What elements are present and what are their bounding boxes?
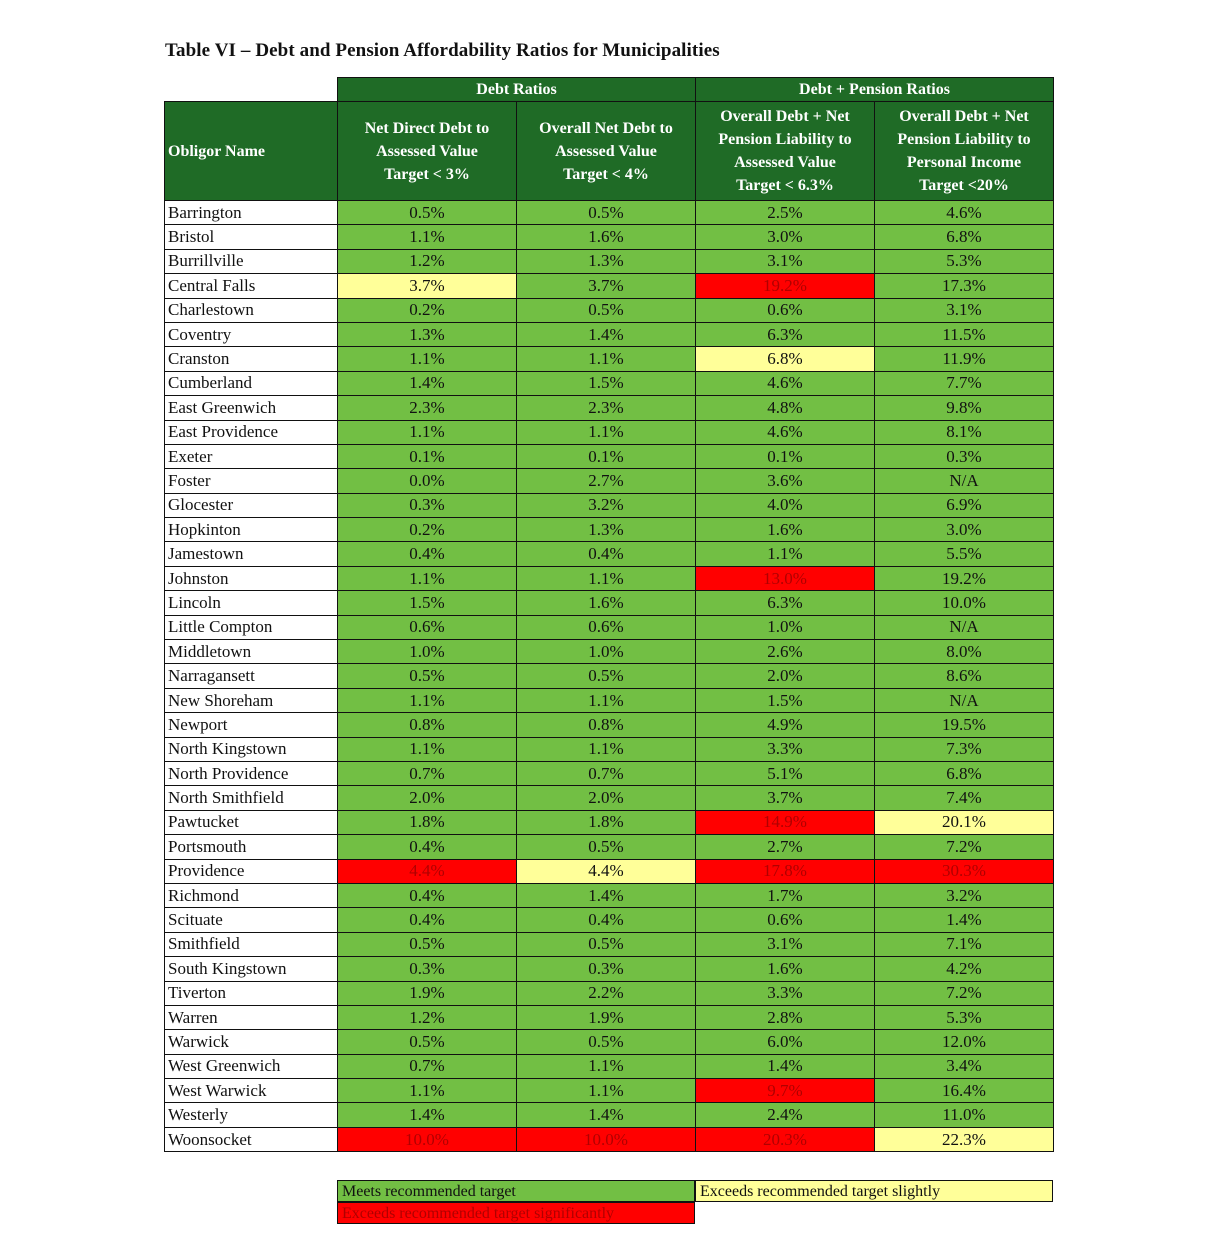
debt-pension-income-cell: 3.0% bbox=[875, 518, 1054, 542]
net-direct-debt-cell: 10.0% bbox=[338, 1127, 517, 1151]
net-direct-debt-cell: 0.4% bbox=[338, 542, 517, 566]
net-direct-debt-cell: 0.7% bbox=[338, 1054, 517, 1078]
table-row bbox=[165, 810, 1054, 834]
debt-pension-income-cell: 6.8% bbox=[875, 225, 1054, 249]
debt-pension-income-cell: 7.2% bbox=[875, 835, 1054, 859]
debt-pension-income-cell: 3.4% bbox=[875, 1054, 1054, 1078]
column-header-net-direct-debt bbox=[338, 102, 517, 201]
net-direct-debt-cell: 1.1% bbox=[338, 737, 517, 761]
net-direct-debt-cell: 0.2% bbox=[338, 298, 517, 322]
debt-pension-income-cell: 4.2% bbox=[875, 957, 1054, 981]
obligor-name-cell: Charlestown bbox=[165, 298, 338, 322]
obligor-name-cell: Bristol bbox=[165, 225, 338, 249]
obligor-name-cell: Pawtucket bbox=[165, 810, 338, 834]
debt-pension-income-cell: 30.3% bbox=[875, 859, 1054, 883]
overall-net-debt-cell: 1.1% bbox=[517, 347, 696, 371]
debt-pension-assessed-cell: 1.0% bbox=[696, 615, 875, 639]
debt-pension-assessed-cell: 19.2% bbox=[696, 274, 875, 298]
debt-pension-assessed-cell: 13.0% bbox=[696, 566, 875, 590]
overall-net-debt-cell: 3.7% bbox=[517, 274, 696, 298]
table-row bbox=[165, 420, 1054, 444]
table-row bbox=[165, 640, 1054, 664]
net-direct-debt-cell: 0.0% bbox=[338, 469, 517, 493]
column-header-line: Assessed Value bbox=[734, 154, 836, 171]
table-row bbox=[165, 615, 1054, 639]
obligor-name-cell: Glocester bbox=[165, 493, 338, 517]
net-direct-debt-cell: 1.8% bbox=[338, 810, 517, 834]
debt-pension-assessed-cell: 0.1% bbox=[696, 444, 875, 468]
group-header-row bbox=[165, 78, 1054, 102]
obligor-name-cell: Coventry bbox=[165, 322, 338, 346]
column-header-overall-net-debt bbox=[517, 102, 696, 201]
net-direct-debt-cell: 1.3% bbox=[338, 322, 517, 346]
obligor-name-cell: Cranston bbox=[165, 347, 338, 371]
table-row bbox=[165, 664, 1054, 688]
overall-net-debt-cell: 1.6% bbox=[517, 225, 696, 249]
overall-net-debt-cell: 1.1% bbox=[517, 1054, 696, 1078]
debt-pension-income-cell: 8.6% bbox=[875, 664, 1054, 688]
obligor-name-cell: North Kingstown bbox=[165, 737, 338, 761]
obligor-name-cell: Middletown bbox=[165, 640, 338, 664]
debt-pension-assessed-cell: 3.0% bbox=[696, 225, 875, 249]
net-direct-debt-cell: 0.5% bbox=[338, 1030, 517, 1054]
table-row bbox=[165, 957, 1054, 981]
debt-pension-income-cell: 7.1% bbox=[875, 932, 1054, 956]
debt-pension-assessed-cell: 3.3% bbox=[696, 737, 875, 761]
table-row bbox=[165, 981, 1054, 1005]
overall-net-debt-cell: 2.2% bbox=[517, 981, 696, 1005]
net-direct-debt-cell: 0.4% bbox=[338, 835, 517, 859]
debt-pension-assessed-cell: 2.7% bbox=[696, 835, 875, 859]
debt-pension-assessed-cell: 20.3% bbox=[696, 1127, 875, 1151]
table-row bbox=[165, 932, 1054, 956]
table-row bbox=[165, 1005, 1054, 1029]
table-row bbox=[165, 713, 1054, 737]
table-row bbox=[165, 298, 1054, 322]
debt-pension-income-cell: 7.7% bbox=[875, 371, 1054, 395]
group-header-pension: Debt + Pension Ratios bbox=[696, 78, 1054, 102]
debt-pension-assessed-cell: 1.5% bbox=[696, 688, 875, 712]
debt-pension-assessed-cell: 1.4% bbox=[696, 1054, 875, 1078]
overall-net-debt-cell: 0.4% bbox=[517, 542, 696, 566]
debt-pension-assessed-cell: 4.8% bbox=[696, 396, 875, 420]
net-direct-debt-cell: 0.2% bbox=[338, 518, 517, 542]
overall-net-debt-cell: 0.1% bbox=[517, 444, 696, 468]
obligor-name-cell: Lincoln bbox=[165, 591, 338, 615]
overall-net-debt-cell: 0.7% bbox=[517, 761, 696, 785]
obligor-name-cell: Narragansett bbox=[165, 664, 338, 688]
overall-net-debt-cell: 0.5% bbox=[517, 932, 696, 956]
table-row bbox=[165, 249, 1054, 273]
table-row bbox=[165, 859, 1054, 883]
obligor-name-cell: Scituate bbox=[165, 908, 338, 932]
net-direct-debt-cell: 0.5% bbox=[338, 932, 517, 956]
debt-pension-assessed-cell: 2.8% bbox=[696, 1005, 875, 1029]
column-header-line: Overall Debt + Net bbox=[720, 108, 850, 125]
overall-net-debt-cell: 2.0% bbox=[517, 786, 696, 810]
net-direct-debt-cell: 2.3% bbox=[338, 396, 517, 420]
net-direct-debt-cell: 0.7% bbox=[338, 761, 517, 785]
column-header-line: Assessed Value bbox=[555, 142, 657, 160]
net-direct-debt-cell: 0.4% bbox=[338, 883, 517, 907]
overall-net-debt-cell: 1.9% bbox=[517, 1005, 696, 1029]
debt-pension-assessed-cell: 3.6% bbox=[696, 469, 875, 493]
net-direct-debt-cell: 0.8% bbox=[338, 713, 517, 737]
net-direct-debt-cell: 2.0% bbox=[338, 786, 517, 810]
debt-pension-assessed-cell: 4.6% bbox=[696, 371, 875, 395]
obligor-name-cell: Burrillville bbox=[165, 249, 338, 273]
net-direct-debt-cell: 3.7% bbox=[338, 274, 517, 298]
net-direct-debt-cell: 1.9% bbox=[338, 981, 517, 1005]
column-header-line: Target < 3% bbox=[384, 165, 470, 183]
overall-net-debt-cell: 0.5% bbox=[517, 664, 696, 688]
table-row bbox=[165, 1103, 1054, 1127]
debt-pension-assessed-cell: 6.0% bbox=[696, 1030, 875, 1054]
column-header-line: Target < 6.3% bbox=[736, 177, 834, 194]
net-direct-debt-cell: 1.1% bbox=[338, 225, 517, 249]
table-row bbox=[165, 518, 1054, 542]
table-row bbox=[165, 761, 1054, 785]
net-direct-debt-cell: 1.4% bbox=[338, 1103, 517, 1127]
obligor-name-cell: West Warwick bbox=[165, 1079, 338, 1103]
table-row bbox=[165, 201, 1054, 225]
overall-net-debt-cell: 0.5% bbox=[517, 298, 696, 322]
debt-pension-income-cell: 5.3% bbox=[875, 1005, 1054, 1029]
debt-pension-assessed-cell: 1.6% bbox=[696, 957, 875, 981]
table-row bbox=[165, 469, 1054, 493]
overall-net-debt-cell: 10.0% bbox=[517, 1127, 696, 1151]
column-header-row bbox=[165, 102, 1054, 201]
obligor-name-cell: East Greenwich bbox=[165, 396, 338, 420]
table-row bbox=[165, 688, 1054, 712]
net-direct-debt-cell: 0.1% bbox=[338, 444, 517, 468]
table-title: Table VI – Debt and Pension Affordability Ratios for Municipalities bbox=[165, 40, 720, 61]
obligor-name-cell: South Kingstown bbox=[165, 957, 338, 981]
obligor-name-cell: Jamestown bbox=[165, 542, 338, 566]
table-row bbox=[165, 542, 1054, 566]
net-direct-debt-cell: 4.4% bbox=[338, 859, 517, 883]
column-header-line: Pension Liability to bbox=[897, 131, 1031, 148]
overall-net-debt-cell: 1.1% bbox=[517, 737, 696, 761]
obligor-name-cell: Central Falls bbox=[165, 274, 338, 298]
overall-net-debt-cell: 1.3% bbox=[517, 249, 696, 273]
debt-pension-income-cell: 5.5% bbox=[875, 542, 1054, 566]
debt-pension-income-cell: 19.5% bbox=[875, 713, 1054, 737]
debt-pension-assessed-cell: 2.4% bbox=[696, 1103, 875, 1127]
overall-net-debt-cell: 0.5% bbox=[517, 835, 696, 859]
overall-net-debt-cell: 4.4% bbox=[517, 859, 696, 883]
table-row bbox=[165, 1079, 1054, 1103]
table-row bbox=[165, 737, 1054, 761]
obligor-name-cell: Foster bbox=[165, 469, 338, 493]
table-row bbox=[165, 883, 1054, 907]
debt-pension-income-cell: 20.1% bbox=[875, 810, 1054, 834]
obligor-name-cell: Richmond bbox=[165, 883, 338, 907]
net-direct-debt-cell: 1.2% bbox=[338, 249, 517, 273]
overall-net-debt-cell: 0.8% bbox=[517, 713, 696, 737]
overall-net-debt-cell: 1.0% bbox=[517, 640, 696, 664]
overall-net-debt-cell: 2.7% bbox=[517, 469, 696, 493]
overall-net-debt-cell: 1.1% bbox=[517, 688, 696, 712]
table-row bbox=[165, 493, 1054, 517]
debt-pension-income-cell: 5.3% bbox=[875, 249, 1054, 273]
debt-pension-assessed-cell: 2.5% bbox=[696, 201, 875, 225]
group-header-blank bbox=[165, 78, 338, 102]
obligor-name-cell: Smithfield bbox=[165, 932, 338, 956]
debt-pension-income-cell: 6.9% bbox=[875, 493, 1054, 517]
legend-exceeds-slightly: Exceeds recommended target slightly bbox=[695, 1180, 1053, 1202]
overall-net-debt-cell: 0.3% bbox=[517, 957, 696, 981]
debt-pension-income-cell: 19.2% bbox=[875, 566, 1054, 590]
debt-pension-income-cell: 11.9% bbox=[875, 347, 1054, 371]
debt-pension-income-cell: 22.3% bbox=[875, 1127, 1054, 1151]
debt-pension-assessed-cell: 4.6% bbox=[696, 420, 875, 444]
debt-pension-assessed-cell: 6.8% bbox=[696, 347, 875, 371]
debt-pension-income-cell: 12.0% bbox=[875, 1030, 1054, 1054]
debt-pension-assessed-cell: 1.1% bbox=[696, 542, 875, 566]
debt-pension-assessed-cell: 0.6% bbox=[696, 298, 875, 322]
obligor-name-cell: East Providence bbox=[165, 420, 338, 444]
debt-pension-income-cell: 17.3% bbox=[875, 274, 1054, 298]
obligor-name-cell: Barrington bbox=[165, 201, 338, 225]
obligor-name-cell: Johnston bbox=[165, 566, 338, 590]
obligor-name-cell: Little Compton bbox=[165, 615, 338, 639]
debt-pension-income-cell: 3.2% bbox=[875, 883, 1054, 907]
affordability-table bbox=[164, 77, 1054, 1152]
obligor-name-cell: Warwick bbox=[165, 1030, 338, 1054]
debt-pension-income-cell: 11.5% bbox=[875, 322, 1054, 346]
net-direct-debt-cell: 1.4% bbox=[338, 371, 517, 395]
net-direct-debt-cell: 1.1% bbox=[338, 1079, 517, 1103]
obligor-name-cell: North Smithfield bbox=[165, 786, 338, 810]
debt-pension-assessed-cell: 17.8% bbox=[696, 859, 875, 883]
net-direct-debt-cell: 0.6% bbox=[338, 615, 517, 639]
debt-pension-assessed-cell: 2.6% bbox=[696, 640, 875, 664]
overall-net-debt-cell: 1.4% bbox=[517, 322, 696, 346]
obligor-name-cell: Exeter bbox=[165, 444, 338, 468]
overall-net-debt-cell: 1.8% bbox=[517, 810, 696, 834]
column-header-obligor-name: Obligor Name bbox=[165, 102, 338, 201]
debt-pension-assessed-cell: 1.6% bbox=[696, 518, 875, 542]
table-row bbox=[165, 371, 1054, 395]
table-row bbox=[165, 1054, 1054, 1078]
debt-pension-income-cell: 10.0% bbox=[875, 591, 1054, 615]
obligor-name-cell: Westerly bbox=[165, 1103, 338, 1127]
overall-net-debt-cell: 1.4% bbox=[517, 883, 696, 907]
overall-net-debt-cell: 1.3% bbox=[517, 518, 696, 542]
table-row bbox=[165, 908, 1054, 932]
debt-pension-assessed-cell: 0.6% bbox=[696, 908, 875, 932]
debt-pension-assessed-cell: 5.1% bbox=[696, 761, 875, 785]
debt-pension-assessed-cell: 6.3% bbox=[696, 322, 875, 346]
overall-net-debt-cell: 0.5% bbox=[517, 1030, 696, 1054]
group-header-debt: Debt Ratios bbox=[338, 78, 696, 102]
debt-pension-income-cell: 8.1% bbox=[875, 420, 1054, 444]
legend-exceeds-significantly: Exceeds recommended target significantly bbox=[337, 1202, 695, 1224]
column-header-line: Net Direct Debt to bbox=[364, 119, 490, 137]
debt-pension-income-cell: 16.4% bbox=[875, 1079, 1054, 1103]
table-body bbox=[165, 201, 1054, 1152]
overall-net-debt-cell: 0.4% bbox=[517, 908, 696, 932]
table-row bbox=[165, 1030, 1054, 1054]
table-row bbox=[165, 396, 1054, 420]
obligor-name-cell: Tiverton bbox=[165, 981, 338, 1005]
debt-pension-income-cell: 7.2% bbox=[875, 981, 1054, 1005]
net-direct-debt-cell: 1.2% bbox=[338, 1005, 517, 1029]
debt-pension-income-cell: 11.0% bbox=[875, 1103, 1054, 1127]
obligor-name-cell: Providence bbox=[165, 859, 338, 883]
table-row bbox=[165, 444, 1054, 468]
table-row bbox=[165, 566, 1054, 590]
debt-pension-assessed-cell: 4.9% bbox=[696, 713, 875, 737]
debt-pension-income-cell: 1.4% bbox=[875, 908, 1054, 932]
legend-meets-target: Meets recommended target bbox=[337, 1180, 695, 1202]
debt-pension-income-cell: N/A bbox=[875, 615, 1054, 639]
table-row bbox=[165, 274, 1054, 298]
obligor-name-cell: Hopkinton bbox=[165, 518, 338, 542]
obligor-name-cell: West Greenwich bbox=[165, 1054, 338, 1078]
debt-pension-income-cell: 3.1% bbox=[875, 298, 1054, 322]
debt-pension-assessed-cell: 9.7% bbox=[696, 1079, 875, 1103]
debt-pension-assessed-cell: 3.1% bbox=[696, 249, 875, 273]
column-header-line: Pension Liability to bbox=[718, 131, 852, 148]
table-row bbox=[165, 591, 1054, 615]
table-row bbox=[165, 347, 1054, 371]
debt-pension-assessed-cell: 3.7% bbox=[696, 786, 875, 810]
overall-net-debt-cell: 3.2% bbox=[517, 493, 696, 517]
column-header-line: Target <20% bbox=[919, 177, 1009, 194]
obligor-name-cell: Woonsocket bbox=[165, 1127, 338, 1151]
debt-pension-income-cell: N/A bbox=[875, 688, 1054, 712]
column-header-debt-pension-income bbox=[875, 102, 1054, 201]
net-direct-debt-cell: 0.5% bbox=[338, 664, 517, 688]
table-row bbox=[165, 1127, 1054, 1151]
debt-pension-assessed-cell: 14.9% bbox=[696, 810, 875, 834]
obligor-name-cell: Warren bbox=[165, 1005, 338, 1029]
debt-pension-assessed-cell: 6.3% bbox=[696, 591, 875, 615]
net-direct-debt-cell: 1.1% bbox=[338, 347, 517, 371]
net-direct-debt-cell: 1.1% bbox=[338, 688, 517, 712]
debt-pension-income-cell: N/A bbox=[875, 469, 1054, 493]
debt-pension-income-cell: 0.3% bbox=[875, 444, 1054, 468]
net-direct-debt-cell: 1.1% bbox=[338, 420, 517, 444]
table-row bbox=[165, 835, 1054, 859]
column-header-line: Personal Income bbox=[906, 154, 1022, 171]
net-direct-debt-cell: 0.5% bbox=[338, 201, 517, 225]
net-direct-debt-cell: 1.0% bbox=[338, 640, 517, 664]
debt-pension-income-cell: 8.0% bbox=[875, 640, 1054, 664]
net-direct-debt-cell: 1.5% bbox=[338, 591, 517, 615]
net-direct-debt-cell: 0.3% bbox=[338, 493, 517, 517]
debt-pension-assessed-cell: 4.0% bbox=[696, 493, 875, 517]
net-direct-debt-cell: 0.3% bbox=[338, 957, 517, 981]
debt-pension-income-cell: 6.8% bbox=[875, 761, 1054, 785]
obligor-name-cell: Cumberland bbox=[165, 371, 338, 395]
overall-net-debt-cell: 1.4% bbox=[517, 1103, 696, 1127]
net-direct-debt-cell: 1.1% bbox=[338, 566, 517, 590]
debt-pension-income-cell: 9.8% bbox=[875, 396, 1054, 420]
obligor-name-cell: North Providence bbox=[165, 761, 338, 785]
column-header-line: Target < 4% bbox=[563, 165, 649, 183]
obligor-name-cell: Newport bbox=[165, 713, 338, 737]
table-row bbox=[165, 322, 1054, 346]
net-direct-debt-cell: 0.4% bbox=[338, 908, 517, 932]
overall-net-debt-cell: 1.1% bbox=[517, 1079, 696, 1103]
debt-pension-income-cell: 7.3% bbox=[875, 737, 1054, 761]
debt-pension-assessed-cell: 3.3% bbox=[696, 981, 875, 1005]
overall-net-debt-cell: 1.1% bbox=[517, 566, 696, 590]
overall-net-debt-cell: 1.1% bbox=[517, 420, 696, 444]
debt-pension-assessed-cell: 2.0% bbox=[696, 664, 875, 688]
debt-pension-assessed-cell: 1.7% bbox=[696, 883, 875, 907]
obligor-name-cell: New Shoreham bbox=[165, 688, 338, 712]
overall-net-debt-cell: 0.6% bbox=[517, 615, 696, 639]
debt-pension-income-cell: 7.4% bbox=[875, 786, 1054, 810]
column-header-line: Overall Net Debt to bbox=[539, 119, 673, 137]
debt-pension-assessed-cell: 3.1% bbox=[696, 932, 875, 956]
column-header-line: Overall Debt + Net bbox=[899, 108, 1029, 125]
debt-pension-income-cell: 4.6% bbox=[875, 201, 1054, 225]
column-header-debt-pension-assessed bbox=[696, 102, 875, 201]
obligor-name-cell: Portsmouth bbox=[165, 835, 338, 859]
column-header-line: Assessed Value bbox=[376, 142, 478, 160]
overall-net-debt-cell: 1.6% bbox=[517, 591, 696, 615]
overall-net-debt-cell: 1.5% bbox=[517, 371, 696, 395]
overall-net-debt-cell: 0.5% bbox=[517, 201, 696, 225]
table-row bbox=[165, 225, 1054, 249]
overall-net-debt-cell: 2.3% bbox=[517, 396, 696, 420]
table-row bbox=[165, 786, 1054, 810]
